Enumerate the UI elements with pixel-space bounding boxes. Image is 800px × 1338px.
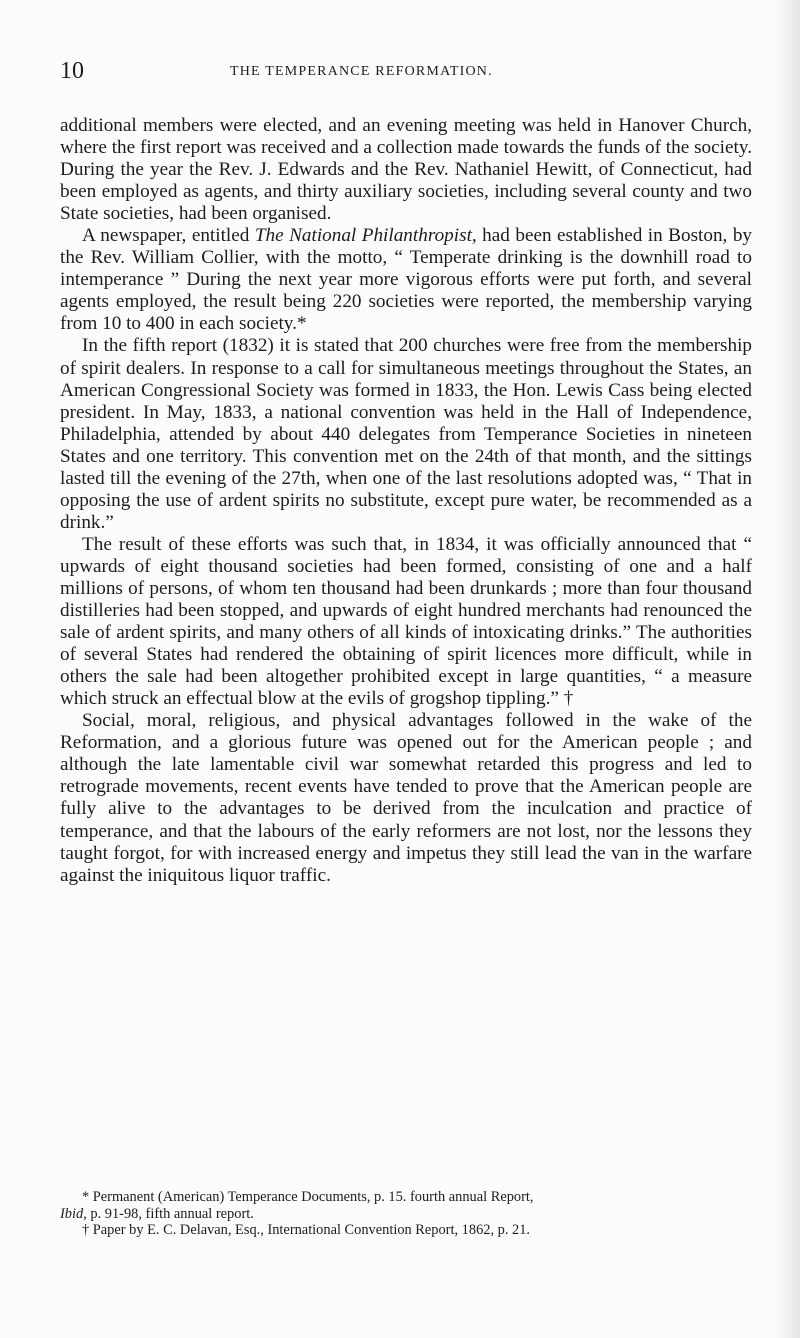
- paragraph-3: In the fifth report (1832) it is stated that 200 churches were free from the membership of spirit dealers. In response to a call for simultaneous meetings throughout the States, an American Congressional Society was formed in 1833, the Hon. Lewis Cass being elected president. In May, 1833, a national convention was held in the Hall of Independence, Philadelphia, attended by about 440 delegates from Temperance Societies in nineteen States and one territory. This convention met on the 24th of that month, and the sittings lasted till the evening of the 27th, when one of the last resolutions adopted was, “ That in opposing the use of ardent spirits no substitute, except pure water, be recommended as a drink.”: [60, 335, 752, 533]
- footnotes: [60, 1189, 752, 1239]
- footnote-1-continued: Ibid, p. 91-98, fifth annual report.: [60, 1205, 254, 1222]
- newspaper-title: The National Philanthropist: [254, 225, 472, 247]
- paragraph-4: The result of these efforts was such that, in 1834, it was officially announced that “ upwards of eight thousand societies had been formed, consisting of one and a half millions of persons, of whom ten thousand had been drunkards ; more than four thousand distilleries had been stopped, and upwards of eight hundred merchants had renounced the sale of ardent spirits, and many others of all kinds of intoxicating drinks.” The authorities of several States had rendered the obtaining of spirit licences more difficult, while in others the sale had been altogether prohibited except in large quantities, “ a measure which struck an effectual blow at the evils of grogshop tippling.” †: [60, 533, 752, 710]
- running-head: THE TEMPERANCE REFORMATION.: [230, 64, 493, 79]
- body-text: [60, 115, 752, 887]
- ibid-label: Ibid: [60, 1205, 84, 1222]
- paragraph-1: additional members were elected, and an evening meeting was held in Hanover Church, where the first report was received and a collection made towards the funds of the society. During the year the Rev. J. Edwards and the Rev. Nathaniel Hewitt, of Connecticut, had been employed as agents, and thirty auxiliary societies, including several county and two State societies, had been organised.: [60, 115, 752, 225]
- paragraph-5: Social, moral, religious, and physical advantages followed in the wake of the Reformation, and a glorious future was opened out for the American people ; and although the late lamentable civil war somewhat retarded this progress and led to retrograde movements, recent events have tended to prove that the American people are fully alive to the advantages to be derived from the inculcation and practice of temperance, and that the labours of the early reformers are not lost, nor the lessons they taught forgot, for with increased energy and impetus they still lead the van in the warfare against the iniquitous liquor traffic.: [60, 710, 752, 886]
- page-header: [60, 58, 750, 90]
- page-edge-shadow: [774, 0, 800, 1338]
- footnote-2: † Paper by E. C. Delavan, Esq., International Convention Report, 1862, p. 21.: [82, 1222, 531, 1238]
- footnote-1: * Permanent (American) Temperance Documents, p. 15. fourth annual Report,: [82, 1189, 534, 1205]
- paragraph-2: A newspaper, entitled The National Philanthropist, had been established in Boston, by the Rev. William Collier, with the motto, “ Temperate drinking is the downhill road to intemperance ” During the next year more vigorous efforts were put forth, and several agents employed, the result being 220 societies were reported, the membership varying from 10 to 400 in each society.*: [60, 225, 753, 335]
- page-number: 10: [60, 58, 84, 84]
